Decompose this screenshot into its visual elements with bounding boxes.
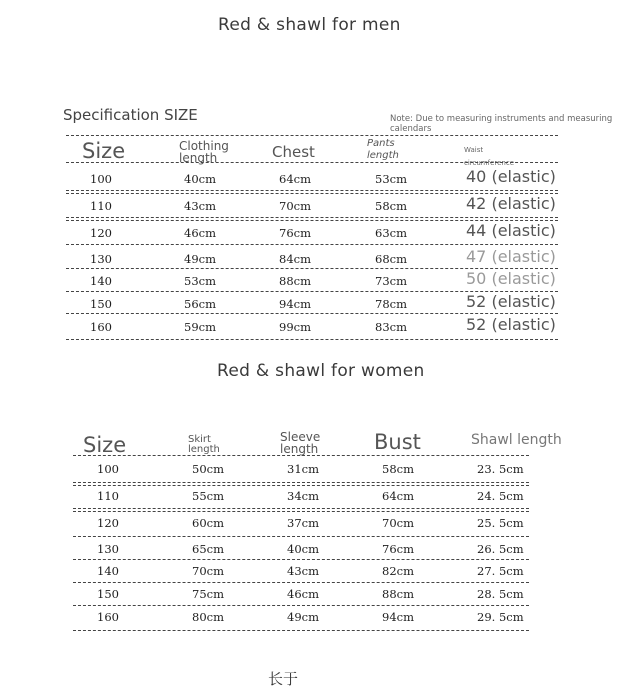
spec-label: Specification SIZE bbox=[63, 106, 198, 124]
footer-fragment: 长于 bbox=[268, 670, 299, 688]
women-row-rule bbox=[73, 605, 529, 606]
women-cell-bust: 82cm bbox=[382, 564, 414, 578]
men-cell-size: 130 bbox=[90, 252, 112, 266]
women-cell-shawl-length: 27. 5cm bbox=[477, 564, 524, 578]
men-cell-chest: 88cm bbox=[279, 274, 311, 288]
men-cell-clothing-length: 40cm bbox=[184, 172, 216, 186]
men-cell-pants-length: 53cm bbox=[375, 172, 407, 186]
men-row-rule bbox=[66, 313, 558, 314]
men-header-waist: Waist circumference bbox=[464, 146, 515, 167]
women-cell-bust: 58cm bbox=[382, 462, 414, 476]
men-cell-size: 160 bbox=[90, 320, 112, 334]
women-cell-bust: 70cm bbox=[382, 516, 414, 530]
men-cell-waist: 52 (elastic) bbox=[466, 315, 556, 334]
women-header-bust: Bust bbox=[374, 430, 421, 454]
women-cell-shawl-length: 23. 5cm bbox=[477, 462, 524, 476]
women-header-sleeve-length: Sleeve length bbox=[280, 430, 321, 456]
men-cell-pants-length: 83cm bbox=[375, 320, 407, 334]
women-cell-sleeve-length: 46cm bbox=[287, 587, 319, 601]
men-row-rule bbox=[66, 339, 558, 340]
men-cell-size: 150 bbox=[90, 297, 112, 311]
men-cell-size: 140 bbox=[90, 274, 112, 288]
women-cell-skirt-length: 55cm bbox=[192, 489, 224, 503]
women-cell-sleeve-length: 40cm bbox=[287, 542, 319, 556]
men-header-chest: Chest bbox=[272, 143, 315, 161]
men-header-rule bbox=[66, 162, 558, 163]
men-cell-size: 110 bbox=[90, 199, 112, 213]
men-cell-pants-length: 68cm bbox=[375, 252, 407, 266]
men-cell-clothing-length: 49cm bbox=[184, 252, 216, 266]
women-cell-skirt-length: 70cm bbox=[192, 564, 224, 578]
women-cell-size: 150 bbox=[97, 587, 119, 601]
men-cell-waist: 40 (elastic) bbox=[466, 167, 556, 186]
women-cell-skirt-length: 75cm bbox=[192, 587, 224, 601]
men-cell-clothing-length: 59cm bbox=[184, 320, 216, 334]
men-cell-waist: 50 (elastic) bbox=[466, 269, 556, 288]
men-cell-pants-length: 58cm bbox=[375, 199, 407, 213]
men-cell-waist: 52 (elastic) bbox=[466, 292, 556, 311]
men-cell-size: 120 bbox=[90, 226, 112, 240]
men-cell-waist: 47 (elastic) bbox=[466, 247, 556, 266]
men-cell-waist: 44 (elastic) bbox=[466, 221, 556, 240]
women-cell-shawl-length: 25. 5cm bbox=[477, 516, 524, 530]
women-cell-sleeve-length: 37cm bbox=[287, 516, 319, 530]
women-cell-bust: 76cm bbox=[382, 542, 414, 556]
women-cell-shawl-length: 29. 5cm bbox=[477, 610, 524, 624]
women-cell-skirt-length: 50cm bbox=[192, 462, 224, 476]
men-cell-clothing-length: 43cm bbox=[184, 199, 216, 213]
women-row-rule bbox=[73, 482, 529, 486]
men-row-rule bbox=[66, 244, 558, 245]
women-cell-sleeve-length: 31cm bbox=[287, 462, 319, 476]
men-table-top-rule bbox=[66, 135, 558, 136]
men-title: Red & shawl for men bbox=[218, 15, 401, 35]
women-cell-bust: 64cm bbox=[382, 489, 414, 503]
men-cell-clothing-length: 53cm bbox=[184, 274, 216, 288]
men-cell-clothing-length: 46cm bbox=[184, 226, 216, 240]
women-row-rule bbox=[73, 536, 529, 537]
men-cell-waist: 42 (elastic) bbox=[466, 194, 556, 213]
women-cell-bust: 88cm bbox=[382, 587, 414, 601]
women-cell-shawl-length: 26. 5cm bbox=[477, 542, 524, 556]
women-cell-sleeve-length: 43cm bbox=[287, 564, 319, 578]
women-row-rule bbox=[73, 508, 529, 512]
women-cell-size: 160 bbox=[97, 610, 119, 624]
men-cell-pants-length: 78cm bbox=[375, 297, 407, 311]
women-title: Red & shawl for women bbox=[217, 361, 425, 381]
women-header-size: Size bbox=[83, 433, 127, 457]
women-cell-shawl-length: 28. 5cm bbox=[477, 587, 524, 601]
men-cell-pants-length: 73cm bbox=[375, 274, 407, 288]
women-cell-bust: 94cm bbox=[382, 610, 414, 624]
men-cell-chest: 76cm bbox=[279, 226, 311, 240]
women-cell-skirt-length: 60cm bbox=[192, 516, 224, 530]
women-cell-skirt-length: 65cm bbox=[192, 542, 224, 556]
women-cell-size: 100 bbox=[97, 462, 119, 476]
men-cell-chest: 84cm bbox=[279, 252, 311, 266]
women-cell-size: 140 bbox=[97, 564, 119, 578]
men-cell-size: 100 bbox=[90, 172, 112, 186]
men-header-pants-length: Pants length bbox=[367, 138, 399, 161]
women-cell-sleeve-length: 34cm bbox=[287, 489, 319, 503]
women-row-rule bbox=[73, 582, 529, 583]
women-header-shawl-length: Shawl length bbox=[471, 432, 562, 448]
women-row-rule bbox=[73, 559, 529, 560]
women-cell-shawl-length: 24. 5cm bbox=[477, 489, 524, 503]
men-cell-chest: 70cm bbox=[279, 199, 311, 213]
women-cell-size: 120 bbox=[97, 516, 119, 530]
measure-note: Note: Due to measuring instruments and measuring calendars bbox=[390, 114, 613, 134]
men-cell-chest: 99cm bbox=[279, 320, 311, 334]
women-cell-size: 110 bbox=[97, 489, 119, 503]
men-header-clothing-length: Clothing length bbox=[179, 139, 229, 165]
men-cell-pants-length: 63cm bbox=[375, 226, 407, 240]
women-cell-size: 130 bbox=[97, 542, 119, 556]
women-row-rule bbox=[73, 630, 529, 631]
men-header-size: Size bbox=[82, 139, 126, 163]
men-cell-chest: 94cm bbox=[279, 297, 311, 311]
women-cell-skirt-length: 80cm bbox=[192, 610, 224, 624]
women-header-rule bbox=[73, 455, 529, 456]
women-cell-sleeve-length: 49cm bbox=[287, 610, 319, 624]
men-cell-chest: 64cm bbox=[279, 172, 311, 186]
men-cell-clothing-length: 56cm bbox=[184, 297, 216, 311]
women-header-skirt-length: Skirt length bbox=[188, 434, 220, 455]
